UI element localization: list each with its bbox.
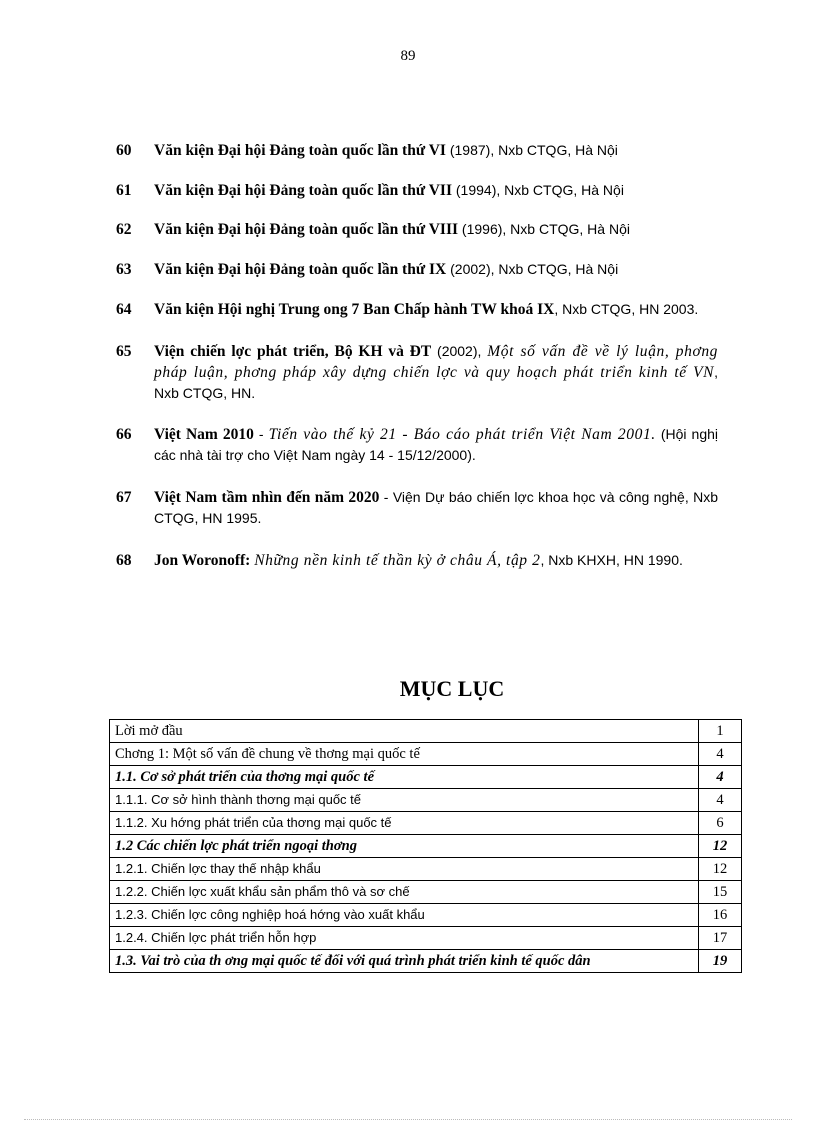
reference-number: 65 <box>116 343 132 360</box>
page-number: 89 <box>400 48 416 64</box>
toc-row <box>110 904 742 927</box>
reference-text: Văn kiện Đại hội Đảng toàn quốc lần thứ VI (1987), Nxb CTQG, Hà Nội <box>154 142 618 159</box>
toc-page: 17 <box>699 927 742 950</box>
toc-row <box>110 881 742 904</box>
toc-page: 16 <box>699 904 742 927</box>
reference-list <box>116 140 718 571</box>
toc-row <box>110 950 742 973</box>
toc-page: 15 <box>699 881 742 904</box>
toc-label: 1.2 Các chiến lợc phát triển ngoại thơng <box>110 835 699 858</box>
toc-label: 1.2.2. Chiến lợc xuất khẩu sản phẩm thô và sơ chế <box>110 881 699 904</box>
reference-text: Việt Nam tầm nhìn đến năm 2020 - Viện Dự báo chiến lợc khoa học và công nghệ, Nxb CTQG, HN 1995. <box>154 489 718 526</box>
toc-row <box>110 835 742 858</box>
page-bottom-divider <box>24 1119 792 1120</box>
toc-label: 1.2.1. Chiến lợc thay thế nhập khẩu <box>110 858 699 881</box>
toc-label: Lời mở đầu <box>110 720 699 743</box>
reference-item <box>116 180 718 201</box>
reference-text: Văn kiện Hội nghị Trung ong 7 Ban Chấp hành TW khoá IX, Nxb CTQG, HN 2003. <box>154 301 699 318</box>
toc-row <box>110 789 742 812</box>
reference-item <box>116 299 718 320</box>
toc-table <box>109 719 742 973</box>
toc-label: 1.2.4. Chiến lợc phát triển hỗn hợp <box>110 927 699 950</box>
toc-row <box>110 720 742 743</box>
reference-text: Văn kiện Đại hội Đảng toàn quốc lần thứ IX (2002), Nxb CTQG, Hà Nội <box>154 261 619 278</box>
reference-number: 60 <box>116 142 132 159</box>
toc-label: 1.1. Cơ sở phát triển của thơng mại quốc tế <box>110 766 699 789</box>
reference-text: Viện chiến lợc phát triển, Bộ KH và ĐT (2002), Một số vấn đề về lý luận, phơng pháp luận, phơng pháp xây dựng chiến lợc và quy hoạch phát triển kinh tế VN, Nxb CTQG, HN. <box>154 343 719 401</box>
toc-page: 1 <box>699 720 742 743</box>
reference-item <box>116 259 718 280</box>
reference-number: 66 <box>116 426 132 443</box>
reference-number: 63 <box>116 261 132 278</box>
reference-item <box>116 219 718 240</box>
reference-item <box>116 341 718 404</box>
toc-row <box>110 927 742 950</box>
reference-text: Văn kiện Đại hội Đảng toàn quốc lần thứ VII (1994), Nxb CTQG, Hà Nội <box>154 182 624 199</box>
reference-text: Việt Nam 2010 - Tiến vào thế kỷ 21 - Báo cáo phát triển Việt Nam 2001. (Hội nghị các nhà tài trợ cho Việt Nam ngày 14 - 15/12/2000). <box>154 426 718 463</box>
toc-row <box>110 766 742 789</box>
toc-label: Chơng 1: Một số vấn đề chung về thơng mại quốc tế <box>110 743 699 766</box>
toc-page: 4 <box>699 766 742 789</box>
reference-text: Jon Woronoff: Những nền kinh tế thần kỳ ở châu Á, tập 2, Nxb KHXH, HN 1990. <box>154 552 683 569</box>
reference-item <box>116 424 718 466</box>
toc-label: 1.1.1. Cơ sở hình thành thơng mại quốc tế <box>110 789 699 812</box>
toc-page: 12 <box>699 835 742 858</box>
reference-text: Văn kiện Đại hội Đảng toàn quốc lần thứ VIII (1996), Nxb CTQG, Hà Nội <box>154 221 630 238</box>
toc-title: MỤC LỤC <box>399 676 505 701</box>
reference-number: 68 <box>116 552 132 569</box>
reference-item <box>116 550 718 571</box>
reference-item <box>116 487 718 529</box>
toc-label: 1.3. Vai trò của th ơng mại quốc tế đối với quá trình phát triển kinh tế quốc dân <box>110 950 699 973</box>
toc-page: 19 <box>699 950 742 973</box>
toc-row <box>110 858 742 881</box>
toc-page: 12 <box>699 858 742 881</box>
toc-label: 1.2.3. Chiến lợc công nghiệp hoá hớng vào xuất khẩu <box>110 904 699 927</box>
toc-row <box>110 743 742 766</box>
reference-number: 61 <box>116 182 132 199</box>
reference-number: 62 <box>116 221 132 238</box>
toc-page: 4 <box>699 743 742 766</box>
toc-page: 6 <box>699 812 742 835</box>
reference-number: 67 <box>116 489 132 506</box>
reference-item <box>116 140 718 161</box>
toc-label: 1.1.2. Xu hớng phát triển của thơng mại quốc tế <box>110 812 699 835</box>
toc-row <box>110 812 742 835</box>
reference-number: 64 <box>116 301 132 318</box>
toc-page: 4 <box>699 789 742 812</box>
